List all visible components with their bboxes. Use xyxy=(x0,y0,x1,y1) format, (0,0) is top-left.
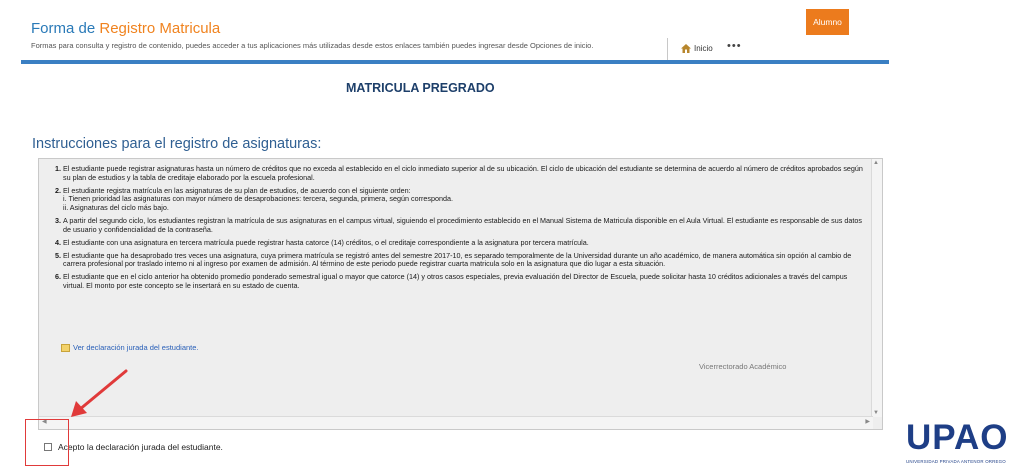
accept-declaration[interactable] xyxy=(44,442,223,452)
instructions-list xyxy=(45,165,865,291)
home-icon xyxy=(681,44,691,53)
document-icon xyxy=(61,344,70,352)
instructions-content xyxy=(45,165,865,295)
instruction-subitem: i. Tienen prioridad las asignaturas con mayor número de desaprobaciones: tercera, segunda, primera, según corresponda. xyxy=(63,194,453,204)
instruction-subitem: ii. Asignaturas del ciclo más bajo. xyxy=(63,202,169,212)
upao-logo: UPAO xyxy=(906,418,1009,457)
page-heading: MATRICULA PREGRADO xyxy=(346,81,495,95)
horizontal-scrollbar[interactable] xyxy=(39,416,873,429)
upao-logo-subtitle: UNIVERSIDAD PRIVADA ANTENOR ORREGO xyxy=(906,459,1006,464)
vicerrectorado-signature: Vicerrectorado Académico xyxy=(699,362,787,371)
form-subtitle: Formas para consulta y registro de contenido, puedes acceder a tus aplicaciones más utilizadas desde estos enlaces también puedes ingresar desde Opciones de inicio. xyxy=(31,41,594,50)
declaration-link[interactable] xyxy=(61,343,199,352)
scroll-right-icon[interactable]: ▶ xyxy=(865,419,870,425)
header-divider xyxy=(667,38,668,60)
alumno-button[interactable]: Alumno xyxy=(806,9,849,35)
form-title xyxy=(31,20,220,37)
header-blue-bar xyxy=(21,60,889,64)
instruction-item: 2. El estudiante registra matrícula en las asignaturas de su plan de estudios, de acuerdo con el siguiente orden: i. Tienen prioridad las asignaturas con mayor número de desaprobaciones: tercera, segunda, primera, según corresponda. ii. Asignaturas del ciclo más bajo. xyxy=(63,187,865,213)
scroll-left-icon[interactable]: ◀ xyxy=(42,419,47,425)
inicio-link[interactable] xyxy=(681,44,713,53)
instruction-item: 1. El estudiante puede registrar asignaturas hasta un número de créditos que no exceda al establecido en el ciclo inmediato superior al de su ubicación. El ciclo de ubicación del estudiante se determina de acuerdo al número de créditos aprobados según su plan de estudios y la tabla de creditaje elaborado por la escuela profesional. xyxy=(63,165,865,182)
form-title-prefix: Forma de xyxy=(31,20,100,37)
scroll-down-icon[interactable]: ▼ xyxy=(873,410,879,416)
inicio-label: Inicio xyxy=(694,44,713,53)
instructions-panel[interactable] xyxy=(38,158,883,430)
accept-label: Acepto la declaración jurada del estudiante. xyxy=(58,442,223,452)
form-title-accent: Registro Matricula xyxy=(99,20,221,37)
more-options-icon[interactable]: ••• xyxy=(727,40,742,52)
vertical-scrollbar[interactable] xyxy=(871,159,882,417)
section-title: Instrucciones para el registro de asignaturas: xyxy=(32,136,322,152)
instruction-item: 5. El estudiante que ha desaprobado tres veces una asignatura, cuya primera matrícula se registró antes del semestre 2017-10, es separado temporalmente de la Universidad durante un año académico, de manera automática sin opción al cambio de carrera profesional por traslado interno ni al ingreso por examen de admisión. Al término de este periodo puede registrar cuarta matricula solo en la asignatura que dio lugar a esta situación. xyxy=(63,252,865,269)
instruction-item: 4. El estudiante con una asignatura en tercera matrícula puede registrar hasta catorce (14) créditos, o el creditaje correspondiente a la asignatura por tercera matrícula. xyxy=(63,239,865,248)
highlight-box xyxy=(25,419,69,466)
scroll-up-icon[interactable]: ▲ xyxy=(873,160,879,166)
instruction-item: 3. A partir del segundo ciclo, los estudiantes registran la matrícula de sus asignaturas en el campus virtual, siguiendo el procedimiento establecido en el Manual Sistema de Matricula disponible en el Aula Virtual. El estudiante es responsable de sus datos de usuario y confidencialidad de la contraseña. xyxy=(63,217,865,234)
instruction-item: 6. El estudiante que en el ciclo anterior ha obtenido promedio ponderado semestral igual o mayor que catorce (14) y otros casos especiales, previa evaluación del Director de Escuela, puede solicitar hasta 10 créditos adicionales a través del campus virtual. El monto por este concepto se le insertará en su estado de cuenta. xyxy=(63,273,865,290)
declaration-link-label: Ver declaración jurada del estudiante. xyxy=(73,343,199,352)
